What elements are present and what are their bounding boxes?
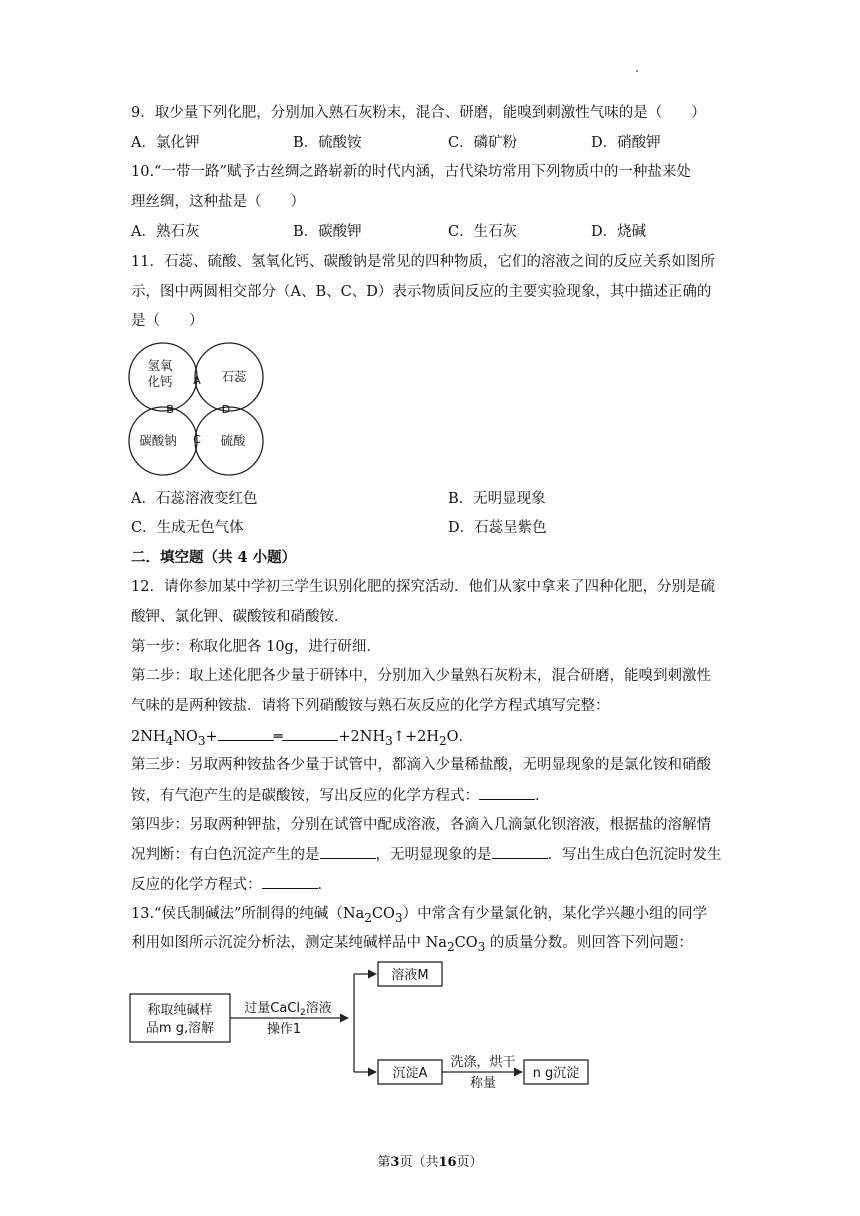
q9-option-b: B．硫酸铵 bbox=[293, 135, 362, 151]
q10-option-d: D．烧碱 bbox=[591, 224, 647, 240]
q10-option-c: C．生石灰 bbox=[448, 224, 518, 240]
q12-line-8: 铵，有气泡产生的是碳酸铵，写出反应的化学方程式： ． bbox=[131, 785, 550, 806]
q9-option-c: C．磷矿粉 bbox=[448, 135, 518, 151]
q9-option-a: A．氯化钾 bbox=[131, 135, 200, 151]
answer-blank-2[interactable] bbox=[282, 726, 338, 741]
label-sodium-carbonate: 碳酸钠 bbox=[139, 433, 177, 448]
region-d: D bbox=[221, 403, 231, 416]
box-sample-line-1: 称取纯碱样 bbox=[147, 1003, 213, 1018]
page-number: 3 bbox=[390, 1155, 400, 1170]
q12-line-4: 第二步：取上述化肥各少量于研钵中，分别加入少量熟石灰粉末，混合研磨，能嗅到刺激性 bbox=[131, 668, 711, 684]
page-footer: 第3页（共16页） bbox=[377, 1155, 483, 1170]
label-calcium-hydroxide-1: 氢氧 bbox=[147, 358, 173, 373]
arrow-2-wash-dry: 洗涤，烘干 bbox=[450, 1055, 516, 1070]
arrow-2-weigh: 称量 bbox=[469, 1076, 497, 1090]
label-solution-m: 溶液M bbox=[391, 968, 429, 983]
q11-option-d: D．石蕊呈紫色 bbox=[448, 520, 547, 536]
region-a: A bbox=[193, 374, 201, 387]
label-sulfuric-acid: 硫酸 bbox=[220, 433, 246, 448]
answer-blank-4[interactable] bbox=[320, 844, 376, 859]
q11-stem-1: 11．石蕊、硫酸、氢氧化钙、碳酸钠是常见的四种物质，它们的溶液之间的反应关系如图所 bbox=[131, 254, 715, 270]
q12-line-11: 反应的化学方程式： ． bbox=[131, 874, 332, 895]
q11-stem-2: 示，图中两圆相交部分（A、B、C、D）表示物质间反应的主要实验现象，其中描述正确的 bbox=[131, 284, 712, 300]
q11-stem-3: 是（ ） bbox=[131, 313, 204, 329]
q10-stem-2: 理丝绸，这种盐是（ ） bbox=[131, 194, 305, 210]
answer-blank-5[interactable] bbox=[492, 844, 548, 859]
q11-option-a: A．石蕊溶液变红色 bbox=[131, 491, 258, 507]
q10-stem-1: 10.“一带一路”赋予古丝绸之路崭新的时代内涵，古代染坊常用下列物质中的一种盐来处 bbox=[131, 164, 691, 180]
region-c: C bbox=[193, 433, 201, 446]
q11-option-b: B．无明显现象 bbox=[448, 491, 546, 507]
q12-line-5: 气味的是两种铵盐．请将下列硝酸铵与熟石灰反应的化学方程式填写完整： bbox=[131, 698, 610, 714]
answer-blank-1[interactable] bbox=[218, 726, 274, 741]
box-sample-line-2: 品m g,溶解 bbox=[145, 1021, 215, 1036]
q12-line-10: 况判断：有白色沉淀产生的是 ，无明显现象的是 ．写出生成白色沉淀时发生 bbox=[131, 844, 722, 865]
venn-diagram bbox=[126, 340, 268, 482]
q12-line-3: 第一步：称取化肥各 10g，进行研细． bbox=[131, 639, 381, 655]
region-b: B bbox=[166, 403, 174, 416]
page-total: 16 bbox=[438, 1155, 457, 1170]
q12-line-7: 第三步：另取两种铵盐各少量于试管中，都滴入少量稀盐酸，无明显现象的是氯化铵和硝酸 bbox=[131, 757, 711, 773]
q9-stem: 9．取少量下列化肥，分别加入熟石灰粉末，混合、研磨，能嗅到刺激性气味的是（ ） bbox=[131, 105, 706, 121]
q12-line-2: 酸钾、氯化钾、碳酸铵和硝酸铵． bbox=[131, 609, 349, 625]
arrow-1-operation: 操作1 bbox=[266, 1022, 302, 1037]
label-litmus: 石蕊 bbox=[221, 369, 247, 384]
q9-option-d: D．硝酸钾 bbox=[591, 135, 661, 151]
section-heading: 二．填空题（共 4 小题） bbox=[131, 549, 297, 566]
q13-line-1: 13.“侯氏制碱法”所制得的纯碱$(Na_2CO_3)$中常含有少量氯化钠，某化学兴趣小组的同学 bbox=[131, 906, 708, 925]
flow-diagram bbox=[126, 960, 596, 1090]
q11-option-c: C．生成无色气体 bbox=[131, 520, 244, 536]
q10-option-a: A．熟石灰 bbox=[131, 224, 200, 240]
arrow-1-reagent: 过量CaCl$_2$溶液 bbox=[244, 1001, 332, 1018]
answer-blank-6[interactable] bbox=[262, 874, 318, 889]
q10-option-b: B．碳酸钾 bbox=[293, 224, 362, 240]
answer-blank-3[interactable] bbox=[479, 785, 535, 800]
label-calcium-hydroxide-2: 化钙 bbox=[147, 374, 173, 389]
label-n-g-precipitate: n g沉淀 bbox=[532, 1066, 580, 1081]
q12-line-1: 12．请你参加某中学初三学生识别化肥的探究活动．他们从家中拿来了四种化肥，分别是硫 bbox=[131, 579, 715, 595]
label-precipitate-a: 沉淀A bbox=[392, 1066, 428, 1081]
q13-line-2: 利用如图所示沉淀分析法，测定某纯碱样品中 $Na_2CO_3$ 的质量分数。则回答下列问题： bbox=[131, 935, 693, 954]
page-dot bbox=[636, 70, 638, 72]
q12-line-9: 第四步：另取两种钾盐，分别在试管中配成溶液，各滴入几滴氯化钡溶液，根据盐的溶解情 bbox=[131, 817, 711, 833]
q12-equation: $2NH_4NO_3+$ ═ $+2NH_3↑+2H_2O$． bbox=[131, 726, 473, 751]
